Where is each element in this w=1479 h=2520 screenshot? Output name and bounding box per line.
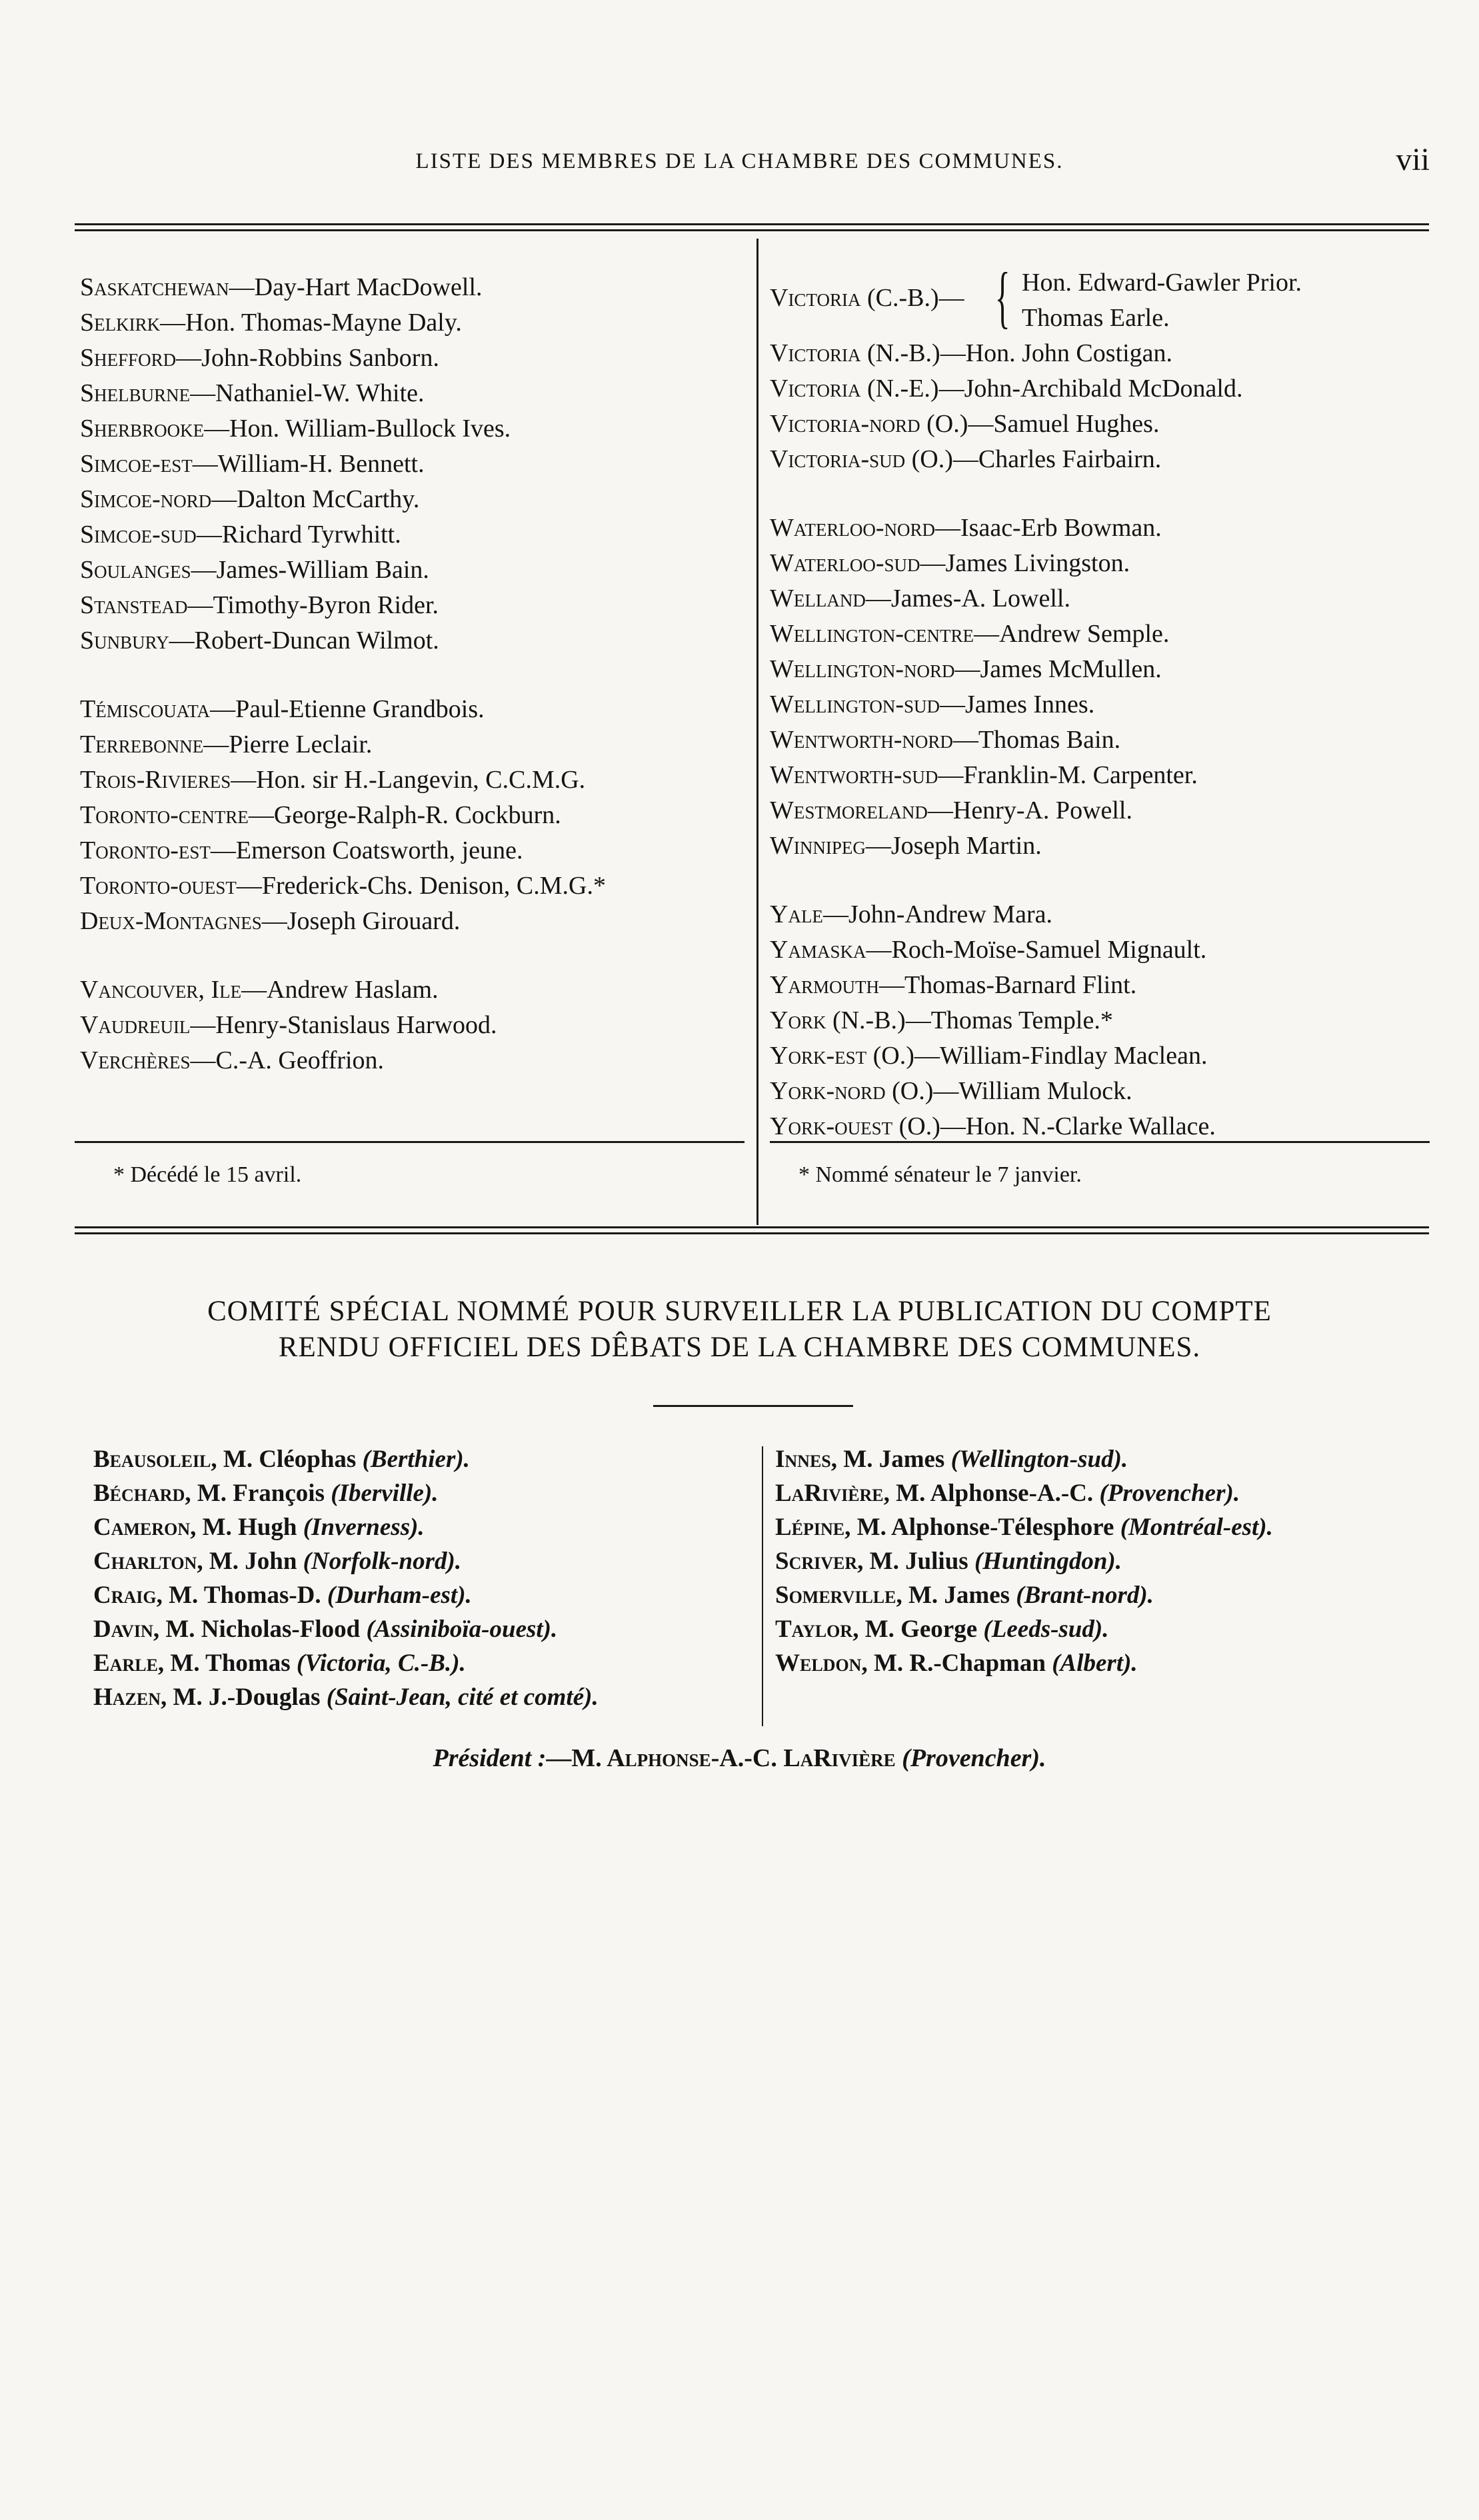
- committee-member: [775, 1544, 1273, 1578]
- member-county: (Assiniboïa-ouest).: [366, 1616, 558, 1643]
- member-given-name: , M. Alphonse-A.-C.: [883, 1480, 1100, 1507]
- member-name: (O.)—Hon. N.-Clarke Wallace.: [898, 1112, 1216, 1140]
- right-member-list: [770, 259, 1430, 1144]
- member-entry: [770, 1038, 1430, 1074]
- member-name: —Thomas Bain.: [952, 726, 1121, 754]
- district-name: Yale: [770, 900, 823, 928]
- committee-members-left: [93, 1442, 599, 1714]
- member-surname: Scriver: [775, 1548, 858, 1575]
- committee-member: [775, 1510, 1273, 1544]
- member-name: —Robert-Duncan Wilmot.: [169, 627, 439, 654]
- member-entry: [80, 376, 746, 411]
- committee-member: [93, 1646, 599, 1680]
- member-given-name: , M. R.-Chapman: [861, 1650, 1052, 1677]
- member-given-name: , M. James: [896, 1582, 1016, 1609]
- district-name: Welland: [770, 585, 866, 613]
- member-name: Hon. Edward-Gawler Prior.: [1022, 269, 1302, 297]
- footnote-right: * Nommé sénateur le 7 janvier.: [798, 1162, 1082, 1187]
- district-name: Westmoreland: [770, 796, 928, 824]
- member-entry: [770, 793, 1430, 828]
- member-name: —Roch-Moïse-Samuel Mignault.: [866, 936, 1207, 964]
- member-county: (Saint-Jean, cité et comté).: [326, 1684, 599, 1711]
- member-name: —James-A. Lowell.: [865, 585, 1070, 613]
- district-name: Toronto-est: [80, 836, 211, 864]
- committee-president: [0, 1744, 1479, 1773]
- member-county: (Provencher).: [1099, 1480, 1240, 1507]
- member-surname: Innes: [775, 1446, 831, 1473]
- member-entry: [770, 511, 1430, 546]
- district-suffix: (C.-B.)—: [866, 284, 964, 312]
- district-name: Selkirk: [80, 309, 161, 337]
- left-member-list: [80, 270, 746, 1078]
- member-entry: [770, 932, 1430, 968]
- district-name: Winnipeg: [770, 832, 866, 860]
- member-name: —Joseph Girouard.: [261, 907, 461, 935]
- member-county: (Montréal-est).: [1120, 1514, 1273, 1541]
- district-name: Victoria: [770, 284, 861, 312]
- member-name: —Thomas-Barnard Flint.: [878, 971, 1137, 999]
- district-name: Sherbrooke: [80, 415, 205, 443]
- member-entry: [80, 762, 746, 798]
- member-entry: [80, 447, 746, 482]
- member-surname: Béchard: [93, 1480, 185, 1507]
- president-label: Président :: [433, 1744, 547, 1772]
- committee-member: [775, 1578, 1273, 1612]
- district-name: Trois-Rivieres: [80, 766, 231, 794]
- committee-member: [93, 1680, 599, 1714]
- member-given-name: , M. Alphonse-Télesphore: [844, 1514, 1120, 1541]
- member-given-name: , M. Cléophas: [211, 1446, 363, 1473]
- brace-glyph: {: [995, 259, 1010, 335]
- committee-title-line1: COMITÉ SPÉCIAL NOMMÉ POUR SURVEILLER LA PUBLICATION DU COMPTE: [207, 1296, 1272, 1327]
- member-entry: [80, 341, 746, 376]
- committee-title-line2: RENDU OFFICIEL DES DÊBATS DE LA CHAMBRE DES COMMUNES.: [278, 1332, 1201, 1363]
- member-name: —James-William Bain.: [191, 556, 429, 584]
- committee-member: [775, 1442, 1273, 1476]
- district-name: York: [770, 1006, 826, 1034]
- member-name: —John-Andrew Mara.: [822, 900, 1052, 928]
- member-name: —Richard Tyrwhitt.: [196, 521, 401, 549]
- member-surname: LaRivière: [775, 1480, 884, 1507]
- committee-member: [93, 1510, 599, 1544]
- member-entry: [770, 1074, 1430, 1109]
- president-county: (Provencher).: [902, 1744, 1046, 1772]
- member-name: —James Innes.: [940, 690, 1095, 718]
- member-name: (O.)—Samuel Hughes.: [926, 410, 1160, 438]
- member-name: —Hon. Thomas-Mayne Daly.: [160, 309, 462, 337]
- member-entry: [80, 482, 746, 517]
- member-county: (Victoria, C.-B.).: [296, 1650, 466, 1677]
- committee-column-divider: [762, 1446, 763, 1726]
- footnote-rule-right: [770, 1141, 1430, 1143]
- member-entry: [770, 407, 1430, 442]
- column-divider: [756, 239, 758, 1225]
- district-name: Vaudreuil: [80, 1011, 191, 1039]
- member-name: —Joseph Martin.: [865, 832, 1042, 860]
- member-entry: [770, 652, 1430, 687]
- member-county: (Albert).: [1052, 1650, 1138, 1677]
- member-name: Thomas Earle.: [1022, 304, 1170, 332]
- member-entry: [770, 617, 1430, 652]
- member-surname: Taylor: [775, 1616, 853, 1643]
- district-name: York-est: [770, 1042, 867, 1070]
- member-county: (Inverness).: [303, 1514, 425, 1541]
- member-name: —Andrew Haslam.: [241, 976, 439, 1004]
- member-entry: [770, 1003, 1430, 1038]
- victoria-cb-entry: [770, 259, 1430, 336]
- member-surname: Cameron: [93, 1514, 191, 1541]
- member-county: (Berthier).: [362, 1446, 470, 1473]
- committee-member: [93, 1578, 599, 1612]
- district-name: Waterloo-nord: [770, 514, 936, 542]
- member-name: —Pierre Leclair.: [203, 730, 373, 758]
- page-header-title: LISTE DES MEMBRES DE LA CHAMBRE DES COMMUNES.: [415, 149, 1064, 173]
- member-county: (Norfolk-nord).: [303, 1548, 462, 1575]
- member-name: (N.-B.)—Hon. John Costigan.: [866, 339, 1173, 367]
- header-double-rule: [75, 223, 1429, 231]
- member-surname: Lépine: [775, 1514, 845, 1541]
- group-spacer: [770, 477, 1430, 511]
- member-name: —Hon. William-Bullock Ives.: [204, 415, 511, 443]
- member-entry: [80, 1043, 746, 1078]
- section-double-rule: [75, 1226, 1429, 1234]
- page-number: vii: [1396, 142, 1430, 177]
- member-given-name: , M. George: [852, 1616, 984, 1643]
- member-given-name: , M. Thomas: [157, 1650, 297, 1677]
- district-name: Simcoe-sud: [80, 521, 197, 549]
- title-divider: [653, 1405, 853, 1407]
- member-county: (Brant-nord).: [1016, 1582, 1154, 1609]
- member-entry: [80, 904, 746, 939]
- member-entry: [770, 897, 1430, 932]
- district-name: Waterloo-sud: [770, 549, 920, 577]
- member-entry: [770, 828, 1430, 864]
- district-name: Terrebonne: [80, 730, 204, 758]
- member-entry: [770, 371, 1430, 407]
- member-entry: [80, 553, 746, 588]
- member-entry: [770, 546, 1430, 581]
- member-entry: [80, 798, 746, 833]
- member-name: —Timothy-Byron Rider.: [187, 591, 439, 619]
- footnote-left: * Décédé le 15 avril.: [113, 1162, 302, 1187]
- committee-member: [93, 1442, 599, 1476]
- member-given-name: , M. Julius: [857, 1548, 974, 1575]
- member-name: (O.)—Charles Fairbairn.: [911, 445, 1162, 473]
- member-name: —Paul-Etienne Grandbois.: [210, 695, 485, 723]
- member-county: (Wellington-sud).: [950, 1446, 1128, 1473]
- district-name: Victoria-nord: [770, 410, 920, 438]
- district-name: Wentworth-nord: [770, 726, 953, 754]
- district-name: Shefford: [80, 344, 177, 372]
- committee-member: [775, 1476, 1273, 1510]
- district-name: Simcoe-est: [80, 450, 193, 478]
- group-spacer: [80, 658, 746, 692]
- member-name: (O.)—William Mulock.: [892, 1077, 1132, 1105]
- district-name: Wellington-nord: [770, 655, 955, 683]
- district-name: Yarmouth: [770, 971, 879, 999]
- district-name: Toronto-centre: [80, 801, 249, 829]
- district-name: Saskatchewan: [80, 273, 229, 301]
- member-county: (Iberville).: [331, 1480, 439, 1507]
- member-entry: [770, 336, 1430, 371]
- member-name: —Henry-A. Powell.: [927, 796, 1132, 824]
- member-name: —Henry-Stanislaus Harwood.: [190, 1011, 497, 1039]
- member-entry: [770, 442, 1430, 477]
- committee-members-right: [775, 1442, 1273, 1680]
- committee-member: [93, 1612, 599, 1646]
- district-name: Victoria: [770, 339, 861, 367]
- member-given-name: , M. Nicholas-Flood: [153, 1616, 367, 1643]
- district-name: Shelburne: [80, 379, 191, 407]
- member-surname: Weldon: [775, 1650, 862, 1677]
- member-entry: [770, 722, 1430, 758]
- member-county: (Durham-est).: [327, 1582, 472, 1609]
- member-entry: [80, 692, 746, 727]
- footnote-rule-left: [75, 1141, 744, 1143]
- member-name: —Dalton McCarthy.: [211, 485, 420, 513]
- member-entry: [80, 270, 746, 305]
- member-entry: [770, 1109, 1430, 1144]
- district-name: Toronto-ouest: [80, 872, 237, 900]
- district-name: York-nord: [770, 1077, 886, 1105]
- member-entry: [80, 623, 746, 658]
- district-name: Wentworth-sud: [770, 761, 938, 789]
- member-name: —C.-A. Geoffrion.: [190, 1046, 385, 1074]
- member-entry: [80, 517, 746, 553]
- member-given-name: , M. François: [185, 1480, 331, 1507]
- member-name: —Day-Hart MacDowell.: [229, 273, 483, 301]
- member-entry: [770, 581, 1430, 617]
- member-name: —Emerson Coatsworth, jeune.: [210, 836, 523, 864]
- member-given-name: , M. Thomas-D.: [156, 1582, 327, 1609]
- member-entry: [80, 411, 746, 447]
- member-surname: Hazen: [93, 1684, 161, 1711]
- member-entry: [80, 868, 746, 904]
- district-name: Sunbury: [80, 627, 169, 654]
- member-given-name: , M. J.-Douglas: [161, 1684, 327, 1711]
- president-name: —M. Alphonse-A.-C. LaRivière: [546, 1744, 902, 1772]
- member-surname: Charlton: [93, 1548, 197, 1575]
- member-given-name: , M. John: [197, 1548, 303, 1575]
- member-name: —Isaac-Erb Bowman.: [935, 514, 1162, 542]
- district-name: Wellington-centre: [770, 620, 974, 648]
- member-name: (O.)—William-Findlay Maclean.: [872, 1042, 1208, 1070]
- district-name: Soulanges: [80, 556, 191, 584]
- district-name: Vancouver, Ile: [80, 976, 242, 1004]
- member-name: —John-Robbins Sanborn.: [176, 344, 439, 372]
- member-name: —Andrew Semple.: [973, 620, 1170, 648]
- committee-member: [93, 1476, 599, 1510]
- committee-member: [93, 1544, 599, 1578]
- group-spacer: [770, 864, 1430, 897]
- district-name: Wellington-sud: [770, 690, 940, 718]
- district-name: York-ouest: [770, 1112, 893, 1140]
- member-entry: [80, 833, 746, 868]
- member-entry: [80, 727, 746, 762]
- member-county: (Huntingdon).: [974, 1548, 1122, 1575]
- member-name: —Frederick-Chs. Denison, C.M.G.*: [236, 872, 606, 900]
- member-name: —Franklin-M. Carpenter.: [938, 761, 1198, 789]
- member-surname: Davin: [93, 1616, 153, 1643]
- group-spacer: [80, 939, 746, 972]
- district-name: Verchères: [80, 1046, 191, 1074]
- district-name: Témiscouata: [80, 695, 211, 723]
- district-name: Victoria-sud: [770, 445, 906, 473]
- member-surname: Craig: [93, 1582, 157, 1609]
- member-entry: [80, 588, 746, 623]
- member-entry: [770, 687, 1430, 722]
- member-entry: [770, 758, 1430, 793]
- district-name: Yamaska: [770, 936, 866, 964]
- district-name: Victoria: [770, 375, 861, 403]
- member-name: —George-Ralph-R. Cockburn.: [248, 801, 561, 829]
- member-name: —Nathaniel-W. White.: [190, 379, 425, 407]
- committee-member: [775, 1646, 1273, 1680]
- member-surname: Earle: [93, 1650, 158, 1677]
- member-entry: [80, 305, 746, 341]
- member-surname: Beausoleil: [93, 1446, 211, 1473]
- district-name: Simcoe-nord: [80, 485, 212, 513]
- member-name: —Hon. sir H.-Langevin, C.C.M.G.: [231, 766, 586, 794]
- member-name: (N.-E.)—John-Archibald McDonald.: [866, 375, 1243, 403]
- member-given-name: , M. Hugh: [190, 1514, 303, 1541]
- member-entry: [770, 968, 1430, 1003]
- member-county: (Leeds-sud).: [983, 1616, 1109, 1643]
- member-surname: Somerville: [775, 1582, 896, 1609]
- district-name: Deux-Montagnes: [80, 907, 262, 935]
- member-given-name: , M. James: [830, 1446, 951, 1473]
- member-name: —James Livingston.: [920, 549, 1130, 577]
- member-name: —William-H. Bennett.: [192, 450, 425, 478]
- member-entry: [80, 972, 746, 1008]
- committee-member: [775, 1612, 1273, 1646]
- member-name: (N.-B.)—Thomas Temple.*: [832, 1006, 1113, 1034]
- district-name: Stanstead: [80, 591, 188, 619]
- member-entry: [80, 1008, 746, 1043]
- member-name: —James McMullen.: [954, 655, 1162, 683]
